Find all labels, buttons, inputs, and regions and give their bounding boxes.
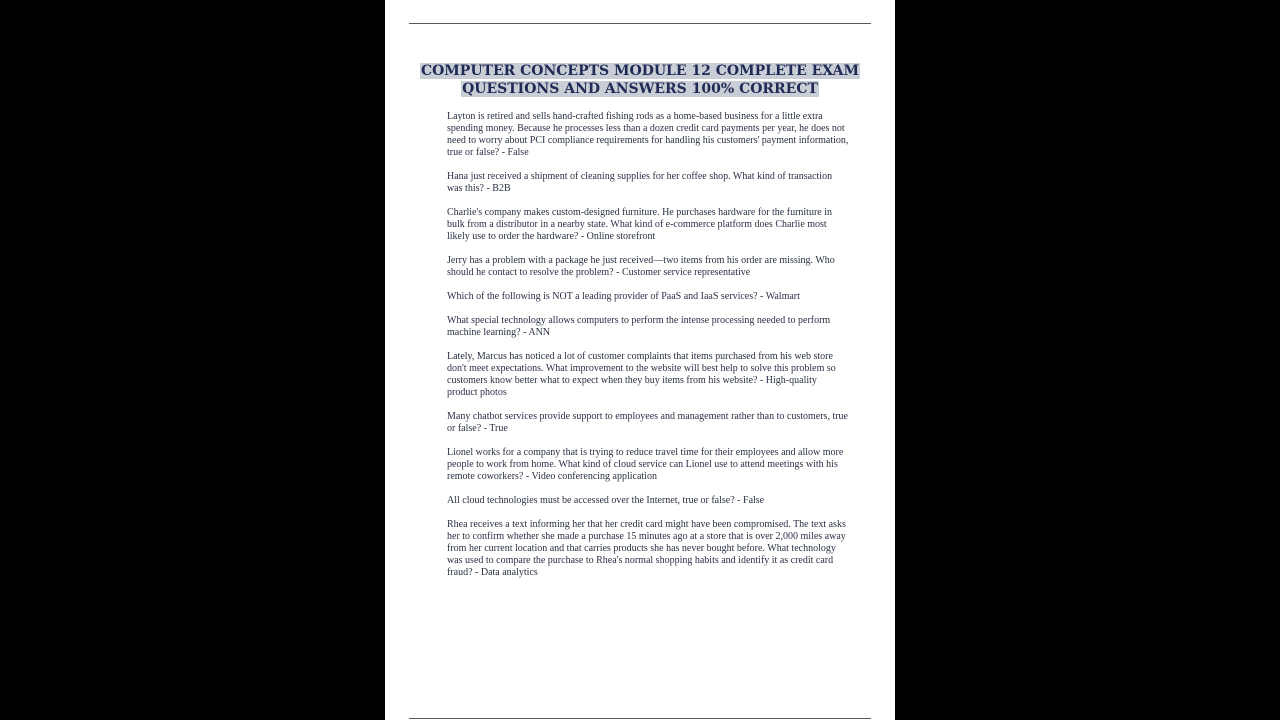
- question-item: All cloud technologies must be accessed over the Internet, true or false? - False: [447, 495, 765, 506]
- question-item: Which of the following is NOT a leading provider of PaaS and IaaS services? - Walmart: [447, 291, 800, 302]
- question-item: Rhea receives a text informing her that her credit card might have been compromised. The text asks her to confirm whether she made a purchase 15 minutes ago at a store that is over 2,000 miles away from her current location and that carries products she has never bought before. What technology was used to compare the purchase to Rhea's normal shopping habits and identify it as credit card fraud? - Data analytics: [447, 519, 846, 578]
- document-page: [385, 0, 895, 720]
- header-rule: [409, 23, 871, 24]
- question-item: Charlie's company makes custom-designed furniture. He purchases hardware for the furniture in bulk from a distributor in a nearby state. What kind of e-commerce platform does Charlie most likely use to order the hardware? - Online storefront: [447, 207, 833, 242]
- question-item: Jerry has a problem with a package he just received—two items from his order are missing. Who should he contact to resolve the problem? - Customer service representative: [447, 255, 835, 278]
- question-item: Lately, Marcus has noticed a lot of customer complaints that items purchased from his web store don't meet expectations. What improvement to the website will best help to solve this problem so customers know better what to expect when they buy items from his website? - High-quality product photos: [447, 351, 836, 398]
- question-item: Many chatbot services provide support to employees and management rather than to customers, true or false? - True: [447, 411, 848, 434]
- question-item: Lionel works for a company that is trying to reduce travel time for their employees and allow more people to work from home. What kind of cloud service can Lionel use to attend meetings with his remote coworkers? - Video conferencing application: [447, 447, 844, 482]
- question-item: Layton is retired and sells hand-crafted fishing rods as a home-based business for a little extra spending money. Because he processes less than a dozen credit card payments per year, he does not need to worry about PCI compliance requirements for handling his customers' payment information, true or false? - False: [447, 111, 849, 158]
- question-item: What special technology allows computers to perform the intense processing needed to perform machine learning? - ANN: [447, 315, 831, 338]
- title-line-2: QUESTIONS AND ANSWERS 100% CORRECT: [462, 81, 818, 97]
- question-list: [447, 111, 849, 591]
- footer-rule: [409, 718, 871, 719]
- document-title: [405, 62, 875, 98]
- question-item: Hana just received a shipment of cleaning supplies for her coffee shop. What kind of transaction was this? - B2B: [447, 171, 833, 194]
- title-line-1: COMPUTER CONCEPTS MODULE 12 COMPLETE EXAM: [420, 63, 860, 79]
